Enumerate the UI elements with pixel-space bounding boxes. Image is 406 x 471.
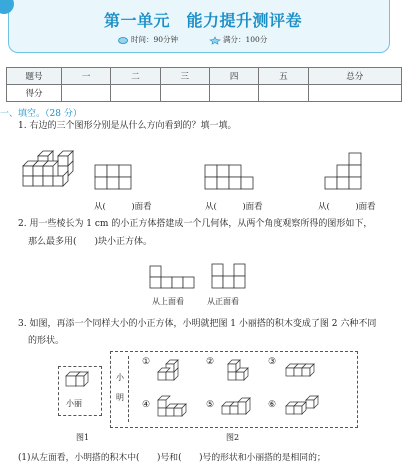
header-cell: 五 xyxy=(259,68,308,85)
score-cell[interactable] xyxy=(62,85,111,102)
score-cell[interactable] xyxy=(209,85,258,102)
question-3-line-2: 的形状。 xyxy=(28,336,65,346)
option-number-3: ③ xyxy=(268,357,277,367)
score-info xyxy=(210,34,267,45)
score-cell[interactable] xyxy=(308,85,401,102)
q1-answer-blank-3[interactable]: 从( )面看 xyxy=(318,202,376,212)
page-title: 第一单元 能力提升测评卷 xyxy=(103,11,302,30)
option-1-blocks xyxy=(158,360,188,382)
q2-caption-top: 从上面看 xyxy=(152,297,184,306)
figure-2-label-xiaoming-1: 小 xyxy=(116,373,124,382)
clock-icon xyxy=(118,37,128,44)
question-3-sub-1[interactable]: (1)从左面看，小明搭的积木中( )号和( )号的形状和小丽搭的是相同的； xyxy=(18,453,326,463)
question-1-text: 1. 右边的三个图形分别是从什么方向看到的？填一填。 xyxy=(18,121,237,131)
header-cell: 二 xyxy=(111,68,160,85)
header-cell: 题号 xyxy=(7,68,62,85)
score-table-header-row xyxy=(7,68,402,85)
section-title: 一、填空。（28 分） xyxy=(0,109,82,119)
star-icon xyxy=(210,37,220,44)
figure-1-label-xiaoli: 小丽 xyxy=(66,399,82,408)
score-cell[interactable] xyxy=(111,85,160,102)
q1-view-2 xyxy=(205,165,253,191)
figure-1-caption: 图1 xyxy=(76,433,90,442)
full-score-text: 满分：100分 xyxy=(223,35,268,44)
q2-caption-front: 从正面看 xyxy=(207,297,239,306)
q1-cube-figure xyxy=(18,148,80,190)
option-number-6: ⑥ xyxy=(268,400,277,410)
score-table xyxy=(6,67,402,102)
option-2-blocks xyxy=(222,360,252,388)
header-cell: 四 xyxy=(209,68,258,85)
q2-top-view xyxy=(150,266,194,292)
option-6-blocks xyxy=(286,396,320,420)
score-cell[interactable] xyxy=(160,85,209,102)
header-cell: 一 xyxy=(62,68,111,85)
q2-front-view xyxy=(212,264,246,290)
question-2-line-2: 那么最多用( )块小正方体。 xyxy=(28,237,153,247)
header xyxy=(0,0,406,62)
figure-2-caption: 图2 xyxy=(226,433,240,442)
option-number-4: ④ xyxy=(142,400,151,410)
option-3-blocks xyxy=(286,362,316,384)
question-2-line-1: 2. 用一些棱长为 1 cm 的小正方体搭建成一个几何体，从两个角度观察所得的图形如下， xyxy=(18,219,373,229)
time-info xyxy=(118,34,178,45)
score-table-row xyxy=(7,85,402,102)
figure-1-blocks xyxy=(64,370,90,390)
option-number-5: ⑤ xyxy=(206,400,215,410)
header-cell: 总分 xyxy=(308,68,401,85)
q1-answer-blank-2[interactable]: 从( )面看 xyxy=(205,202,263,212)
figure-2-divider xyxy=(128,356,130,422)
option-number-2: ② xyxy=(206,357,215,367)
question-3-line-1: 3. 如图，再添一个同样大小的小正方体，小明就把图 1 小丽搭的积木变成了图 2 六种不同 xyxy=(18,319,377,329)
header-cell: 三 xyxy=(160,68,209,85)
q1-answer-blank-1[interactable]: 从( )面看 xyxy=(94,202,152,212)
score-cell[interactable] xyxy=(259,85,308,102)
row-label: 得分 xyxy=(7,85,62,102)
option-4-blocks xyxy=(158,396,188,420)
option-number-1: ① xyxy=(142,357,151,367)
q1-view-1 xyxy=(95,165,131,191)
q1-view-3 xyxy=(323,153,363,193)
figure-2-label-xiaoming-2: 明 xyxy=(116,393,124,402)
time-text: 时间：90分钟 xyxy=(131,35,179,44)
option-5-blocks xyxy=(222,398,252,420)
